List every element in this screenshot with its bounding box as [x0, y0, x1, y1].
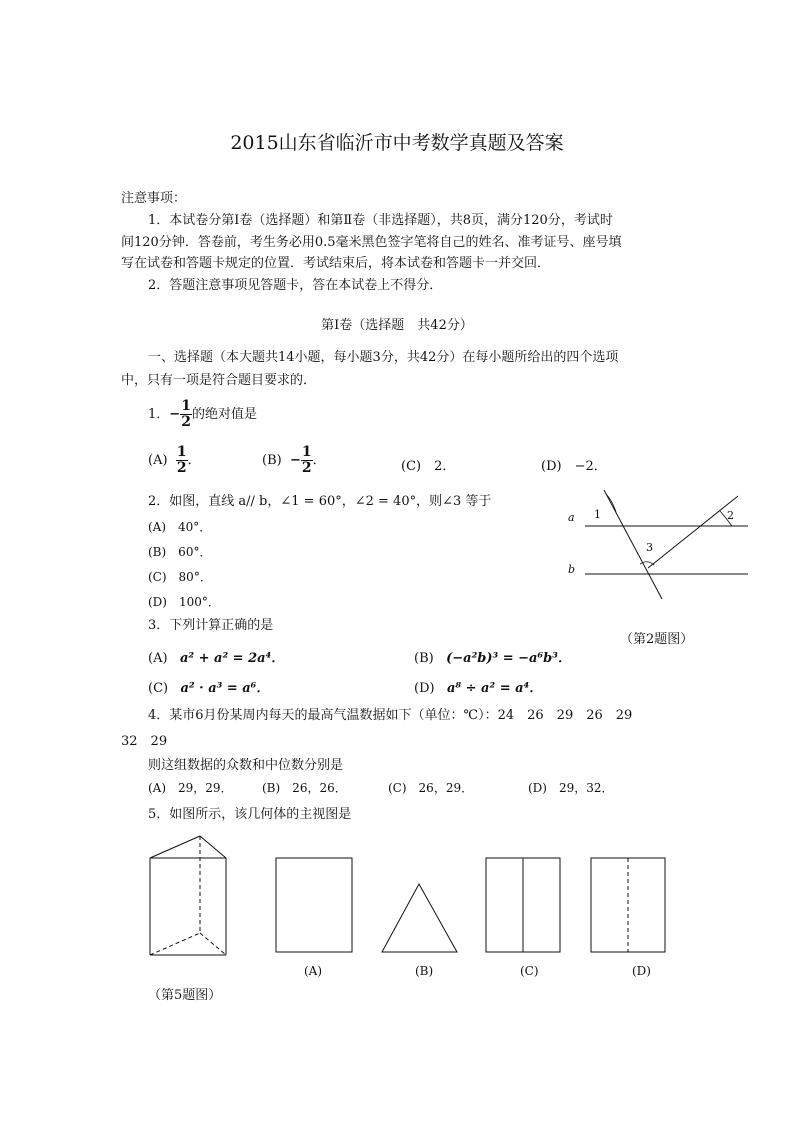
- q3-a-expr: a² + a² = 2a⁴．: [179, 651, 285, 666]
- q5-stem: 5．如图所示，该几何体的主视图是: [148, 807, 352, 822]
- q3-c-expr: a² · a³ = a⁶．: [180, 681, 270, 696]
- label-a: a: [568, 511, 575, 524]
- q1-b-num: 1: [301, 444, 312, 460]
- q1-b-den: 2: [301, 460, 312, 476]
- notice-p2: 2．答题注意事项见答题卡，答在本试卷上不得分．: [148, 278, 443, 293]
- q1-b-minus: −: [289, 453, 301, 468]
- q1-frac-num: 1: [181, 398, 191, 414]
- q1-num: 1．: [148, 407, 170, 422]
- q3-option-c[interactable]: [148, 677, 269, 696]
- q5-option-c-figure[interactable]: [480, 855, 570, 955]
- q1-a-num: 1: [176, 444, 187, 460]
- question-1: [148, 399, 257, 430]
- section-intro-line2: 中，只有一项是符合题目要求的．: [121, 373, 317, 388]
- q1-option-a[interactable]: [148, 445, 201, 476]
- q2-caption: （第2题图）: [620, 632, 694, 647]
- angle-1-label: 1: [594, 508, 601, 521]
- transversal-line: [604, 490, 662, 599]
- q5-prism-figure: [140, 830, 240, 960]
- page-title: 2015山东省临沂市中考数学真题及答案: [230, 132, 564, 154]
- notice-heading: 注意事项：: [121, 191, 187, 206]
- q1-text: 的绝对值是: [191, 407, 257, 422]
- notice-p1-line3: 写在试卷和答题卡规定的位置．考试结束后，将本试卷和答题卡一并交回．: [121, 256, 551, 271]
- q1-a-fraction: [176, 445, 188, 476]
- q4-option-d[interactable]: (D) 29，32．: [528, 781, 614, 795]
- q1-option-d[interactable]: (D) −2．: [541, 459, 607, 474]
- q1-b-fraction: [301, 445, 313, 476]
- q1-a-den: 2: [176, 460, 187, 476]
- q5-label-c: (C): [520, 964, 539, 978]
- q2-figure: [560, 488, 760, 603]
- q3-a-label: (A): [148, 651, 168, 666]
- q5-option-a-figure[interactable]: [270, 855, 360, 955]
- q3-b-expr: (−a²b)³ = −a⁶b³．: [446, 651, 571, 666]
- q1-option-c[interactable]: (C) 2．: [401, 459, 456, 474]
- notice-p1-line2: 间120分钟．答卷前，考生务必用0.5毫米黑色签字笔将自己的姓名、准考证号、座号填: [121, 235, 622, 250]
- q1-a-tail: ．: [187, 453, 201, 468]
- q5-label-d: (D): [632, 964, 651, 978]
- q3-option-a[interactable]: [148, 647, 284, 666]
- q2-stem: 2．如图，直线 a// b，∠1 = 60°，∠2 = 40°，则∠3 等于: [148, 494, 492, 509]
- q4-option-b[interactable]: (B) 26，26．: [262, 781, 347, 795]
- q1-minus: −: [169, 407, 181, 422]
- q5-option-d-figure[interactable]: [585, 855, 675, 955]
- q5-label-a: (A): [304, 964, 323, 978]
- q4-stem-line1: 4．某市6月份某周内每天的最高气温数据如下（单位：℃）：24 26 29 26 29: [148, 708, 633, 723]
- q3-d-expr: a⁸ ÷ a² = a⁴．: [446, 681, 543, 696]
- q3-c-label: (C): [148, 681, 169, 696]
- q5-label-b: (B): [415, 964, 434, 978]
- q1-option-b[interactable]: [262, 445, 326, 476]
- q2-option-a[interactable]: (A) 40°．: [148, 520, 212, 534]
- section-heading: 第Ⅰ卷（选择题 共42分）: [321, 318, 473, 333]
- q5-option-b-figure[interactable]: [375, 880, 465, 955]
- q1-a-label: (A): [148, 453, 168, 468]
- angle-3-label: 3: [646, 541, 653, 554]
- label-b: b: [568, 563, 576, 576]
- q3-b-label: (B): [414, 651, 434, 666]
- q4-option-c[interactable]: (C) 26，29．: [388, 781, 474, 795]
- slanted-line: [648, 496, 738, 568]
- q3-option-d[interactable]: [414, 677, 542, 696]
- q1-b-tail: ．: [312, 453, 326, 468]
- q2-option-d[interactable]: (D) 100°．: [148, 595, 220, 609]
- q4-stem-line3: 则这组数据的众数和中位数分别是: [148, 758, 344, 773]
- q3-d-label: (D): [414, 681, 435, 696]
- q2-option-b[interactable]: (B) 60°．: [148, 545, 212, 559]
- q3-option-b[interactable]: [414, 647, 571, 666]
- q2-option-c[interactable]: (C) 80°．: [148, 570, 212, 584]
- section-intro-line1: 一、选择题（本大题共14小题，每小题3分，共42分）在每小题所给出的四个选项: [148, 350, 619, 365]
- angle-2-label: 2: [727, 509, 734, 522]
- q1-b-label: (B): [262, 453, 282, 468]
- q1-fraction: [180, 399, 192, 430]
- q1-frac-den: 2: [181, 414, 191, 430]
- q4-option-a[interactable]: (A) 29，29．: [148, 781, 233, 795]
- q5-caption: （第5题图）: [148, 988, 222, 1003]
- q4-stem-line2: 32 29: [121, 734, 168, 749]
- q3-stem: 3．下列计算正确的是: [148, 618, 274, 633]
- notice-p1-line1: 1．本试卷分第Ⅰ卷（选择题）和第Ⅱ卷（非选择题），共8页，满分120分，考试时: [148, 213, 613, 228]
